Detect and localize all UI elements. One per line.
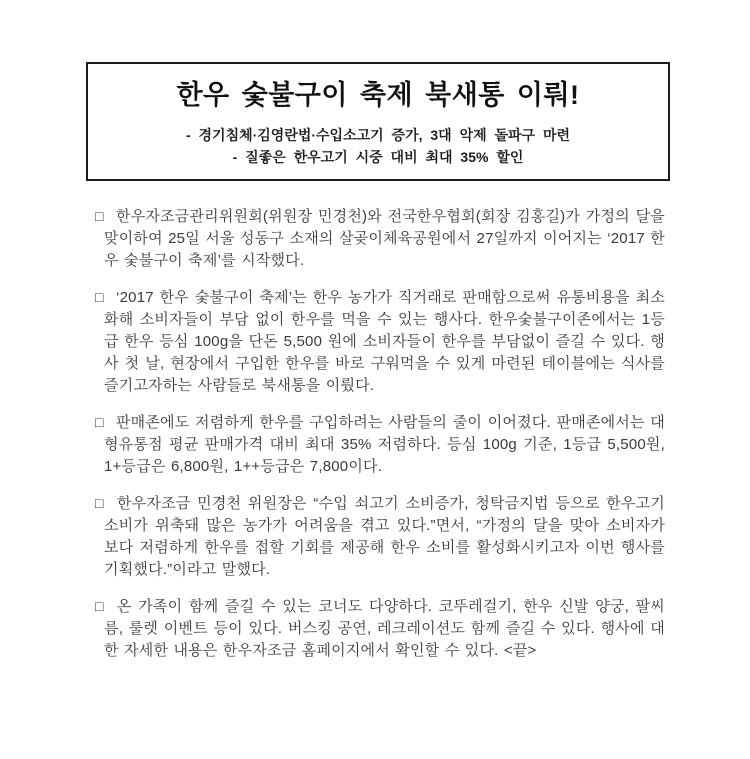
paragraph-4 (95, 492, 665, 581)
checkbox-bullet-icon: □ (95, 598, 105, 614)
paragraph-5 (95, 595, 665, 662)
subtitle-line-2: - 질좋은 한우고기 시중 대비 최대 35% 할인 (232, 149, 524, 165)
headline-box (86, 62, 670, 181)
paragraph-1 (95, 205, 665, 272)
subtitle-line-1: - 경기침체·김영란법·수입소고기 증가, 3대 악제 돌파구 마련 (185, 127, 571, 143)
checkbox-bullet-icon: □ (95, 414, 104, 430)
checkbox-bullet-icon: □ (95, 208, 105, 224)
paragraph-3-text: 판매존에도 저렴하게 한우를 구입하려는 사람들의 줄이 이어졌다. 판매존에서는 대형유통점 평균 판매가격 대비 최대 35% 저렴하다. 등심 100g 기준, 1등급 5,500원, 1+등급은 6,800원, 1++등급은 7,800이다. (104, 414, 666, 475)
paragraph-2 (95, 286, 665, 397)
document-body (95, 205, 665, 676)
paragraph-3 (95, 411, 665, 478)
checkbox-bullet-icon: □ (95, 495, 105, 511)
document-title: 한우 숯불구이 축제 북새통 이뤄! (176, 80, 580, 110)
paragraph-2-text: ‘2017 한우 숯불구이 축제’는 한우 농가가 직거래로 판매함으로써 유통비용을 최소화해 소비자들이 부담 없이 한우를 먹을 수 있는 행사다. 한우숯불구이존에서는 1등급 한우 등심 100g을 단돈 5,500 원에 소비자들이 한우를 부담없이 즐길 수 있다. 행사 첫 날, 현장에서 구입한 한우를 바로 구워먹을 수 있게 마련된 테이블에는 식사를 즐기고자하는 사람들로 북새통을 이뤘다. (104, 289, 666, 394)
paragraph-5-text: 온 가족이 함께 즐길 수 있는 코너도 다양하다. 코뚜레걸기, 한우 신발 양궁, 팔씨름, 룰렛 이벤트 등이 있다. 버스킹 공연, 레크레이션도 함께 즐길 수 있다. 행사에 대한 자세한 내용은 한우자조금 홈페이지에서 확인할 수 있다. <끝> (104, 598, 666, 659)
paragraph-1-text: 한우자조금관리위원회(위원장 민경천)와 전국한우협회(회장 김홍길)가 가정의 달을 맞이하여 25일 서울 성동구 소재의 살곶이체육공원에서 27일까지 이어지는 ‘2017 한우 숯불구이 축제’를 시작했다. (104, 208, 665, 269)
checkbox-bullet-icon: □ (95, 289, 105, 305)
paragraph-4-text: 한우자조금 민경천 위원장은 “수입 쇠고기 소비증가, 청탁금지법 등으로 한우고기 소비가 위축돼 많은 농가가 어려움을 겪고 있다.”면서, “가정의 달을 맞아 소비자가 보다 저렴하게 한우를 접할 기회를 제공해 한우 소비를 활성화시키고자 이번 행사를 기획했다.”이라고 말했다. (104, 495, 665, 578)
